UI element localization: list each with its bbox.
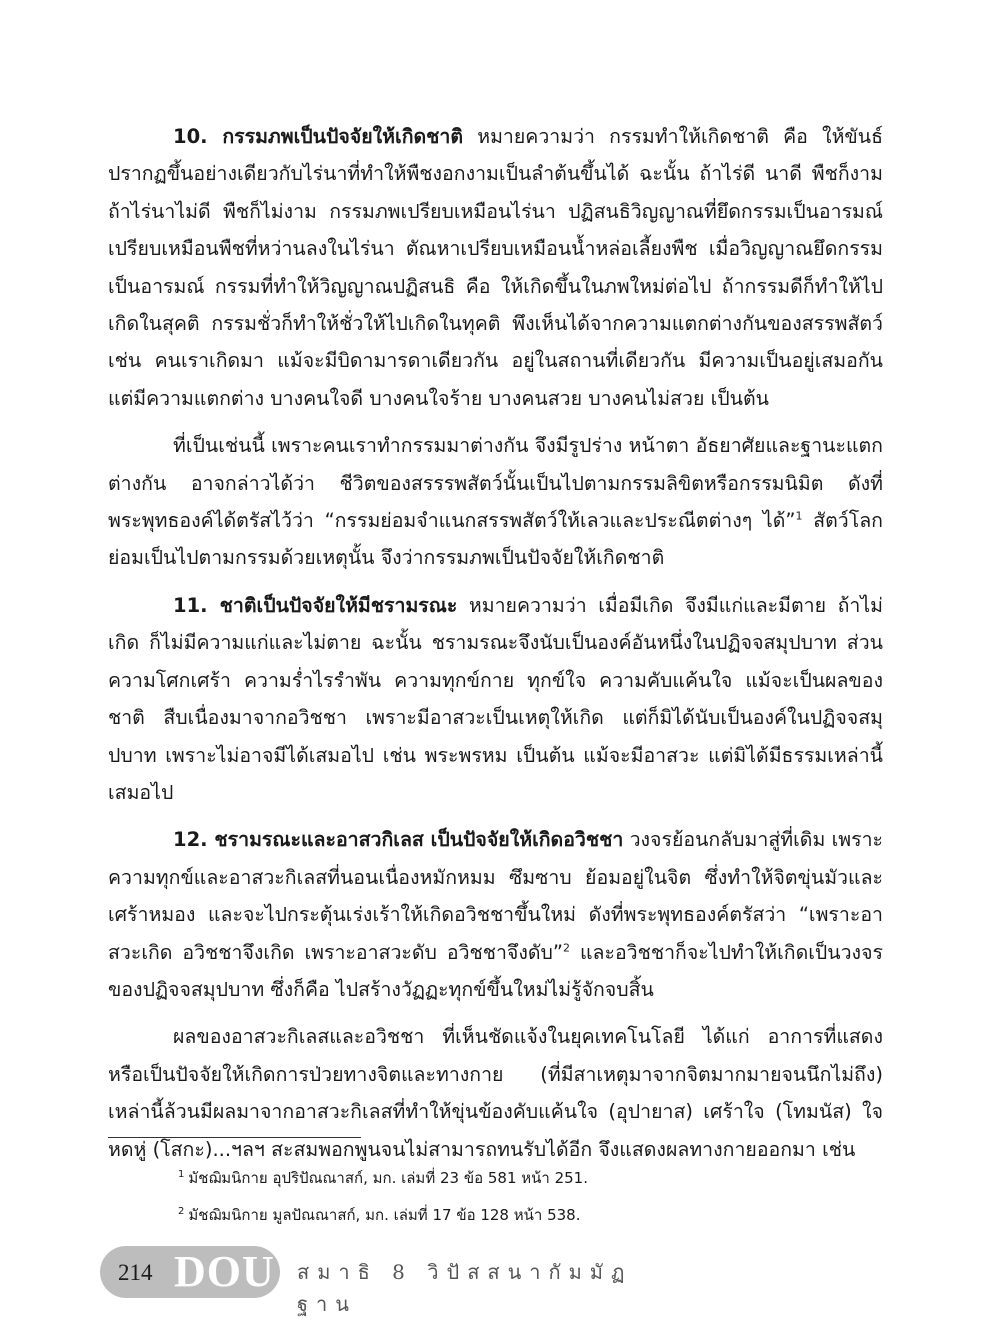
page-number: 214 — [118, 1260, 153, 1285]
dou-logo: DOU — [174, 1247, 275, 1296]
paragraph-text: วงจรย้อนกลับมาสู่ที่เดิม เพราะความทุกข์และอาสวะกิเลสที่นอนเนื่องหมักหมม ซึมซาบ ย้อมอยู่ในจิต ซึ่งทำให้จิตขุ่นมัวและเศร้าหมอง และจะไปกระตุ้นเร่งเร้าให้เกิดอวิชชาขึ้นใหม่ ดังที่พระพุทธองค์ตรัสว่า “เพราะอาสวะเกิด อวิชชาจึงเกิด เพราะอาสวะดับ อวิชชาจึงดับ” — [108, 828, 883, 964]
paragraph-text: ที่เป็นเช่นนี้ เพราะคนเราทำกรรมมาต่างกัน จึงมีรูปร่าง หน้าตา อัธยาศัยและฐานะแตกต่างกัน อาจกล่าวได้ว่า ชีวิตของสรรรพสัตว์นั้นเป็นไปตามกรรมลิขิตหรือกรรมนิมิต ดังที่พระพุทธองค์ได้ตรัสไว้ว่า “กรรมย่อมจำแนกสรรพสัตว์ให้เลวและประณีตต่างๆ ได้” — [108, 434, 883, 533]
footnote-text: มัชฌิมนิกาย มูลปัณณาสก์, มก. เล่มที่ 17 ข้อ 128 หน้า 538. — [188, 1206, 581, 1224]
paragraph-11 — [108, 587, 883, 811]
section-heading-10: 10. กรรมภพเป็นปัจจัยให้เกิดชาติ — [173, 125, 464, 148]
footnote-ref-2[interactable]: 2 — [563, 941, 571, 955]
paragraph-karma — [108, 427, 883, 577]
paragraph-text: สัตว์โลกย่อมเป็นไปตามกรรมด้วยเหตุนั้น จึงว่ากรรมภพเป็นปัจจัยให้เกิดชาติ — [108, 509, 883, 570]
paragraph-10 — [108, 118, 883, 417]
footnotes — [178, 1158, 878, 1232]
page-footer — [100, 1246, 660, 1316]
paragraph-text: หมายความว่า เมื่อมีเกิด จึงมีแก่และมีตาย ถ้าไม่เกิด ก็ไม่มีความแก่และไม่ตาย ฉะนั้น ชรามรณะจึงนับเป็นองค์อันหนึ่งในปฏิจจสมุปบาท ส่วนความโศกเศร้า ความร่ำไรรำพัน ความทุกข์กาย ทุกข์ใจ ความคับแค้นใจ แม้จะเป็นผลของชาติ สืบเนื่องมาจากอวิชชา เพราะมีอาสวะเป็นเหตุให้เกิด แต่ก็มิได้นับเป็นองค์ในปฏิจจสมุปบาท เพราะไม่อาจมีได้เสมอไป เช่น พระพรหม เป็นต้น แม้จะมีอาสวะ แต่มิได้มีธรรมเหล่านี้เสมอไป — [108, 593, 883, 804]
paragraph-text: หมายความว่า กรรมทำให้เกิดชาติ คือ ให้ขันธ์ปรากฏขึ้นอย่างเดียวกับไร่นาที่ทำให้พืชงอกงามเป็นลำต้นขึ้นได้ ฉะนั้น ถ้าไร่ดี นาดี พืชก็งาม ถ้าไร่นาไม่ดี พืชก็ไม่งาม กรรมภพเปรียบเหมือนไร่นา ปฏิสนธิวิญญาณที่ยึดกรรมเป็นอารมณ์เปรียบเหมือนพืชที่หว่านลงในไร่นา ตัณหาเปรียบเหมือนน้ำหล่อเลี้ยงพืช เมื่อวิญญาณยึดกรรมเป็นอารมณ์ กรรมที่ทำให้วิญญาณปฏิสนธิ คือ ให้เกิดขึ้นในภพใหม่ต่อไป ถ้ากรรมดีก็ทำให้ไปเกิดในสุคติ กรรมชั่วก็ทำให้ชั่วให้ไปเกิดในทุคติ พึงเห็นได้จากความแตกต่างกันของสรรพสัตว์ เช่น คนเราเกิดมา แม้จะมีบิดามารดาเดียวกัน อยู่ในสถานที่เดียวกัน มีความเป็นอยู่เสมอกัน แต่มีความแตกต่าง บางคนใจดี บางคนใจร้าย บางคนสวย บางคนไม่สวย เป็นต้น — [108, 125, 883, 410]
paragraph-text: และอวิชชาก็จะไปทำให้เกิดเป็นวงจรของปฏิจจสมุปบาท ซึ่งก็คือ ไปสร้างวัฏฏะทุกข์ขึ้นใหม่ไม่รู้จักจบสิ้น — [108, 940, 883, 1001]
footnote-1 — [178, 1158, 878, 1195]
footnote-number: 1 — [178, 1169, 185, 1180]
section-heading-12: 12. ชรามรณะและอาสวกิเลส เป็นปัจจัยให้เกิดอวิชชา — [173, 828, 624, 852]
body-text — [108, 118, 883, 1178]
footnote-ref-1[interactable]: 1 — [795, 509, 803, 523]
paragraph-12 — [108, 821, 883, 1008]
book-title: สมาธิ 8 วิปัสสนากัมมัฏฐาน — [297, 1260, 633, 1316]
footnote-number: 2 — [178, 1206, 185, 1217]
footnote-2 — [178, 1195, 878, 1232]
section-heading-11: 11. ชาติเป็นปัจจัยให้มีชรามรณะ — [173, 593, 458, 617]
footer-badge — [100, 1246, 280, 1298]
footnote-text: มัชฌิมนิกาย อุปริปัณณาสก์, มก. เล่มที่ 23 ข้อ 581 หน้า 251. — [188, 1169, 588, 1187]
paragraph-effects — [108, 1018, 883, 1168]
footnote-divider — [108, 1137, 361, 1138]
paragraph-text: ผลของอาสวะกิเลสและอวิชชา ที่เห็นชัดแจ้งในยุคเทคโนโลยี ได้แก่ อาการที่แสดง หรือเป็นปัจจัยให้เกิดการป่วยทางจิตและทางกาย (ที่มีสาเหตุมาจากจิตมากมายจนนึกไม่ถึง) เหล่านี้ล้วนมีผลมาจากอาสวะกิเลสที่ทำให้ขุ่นข้องคับแค้นใจ (อุปายาส) เศร้าใจ (โทมนัส) ใจหดหู่ (โสกะ)...ฯลฯ สะสมพอกพูนจนไม่สามารถทนรับได้อีก จึงแสดงผลทางกายออกมา เช่น — [108, 1025, 883, 1161]
